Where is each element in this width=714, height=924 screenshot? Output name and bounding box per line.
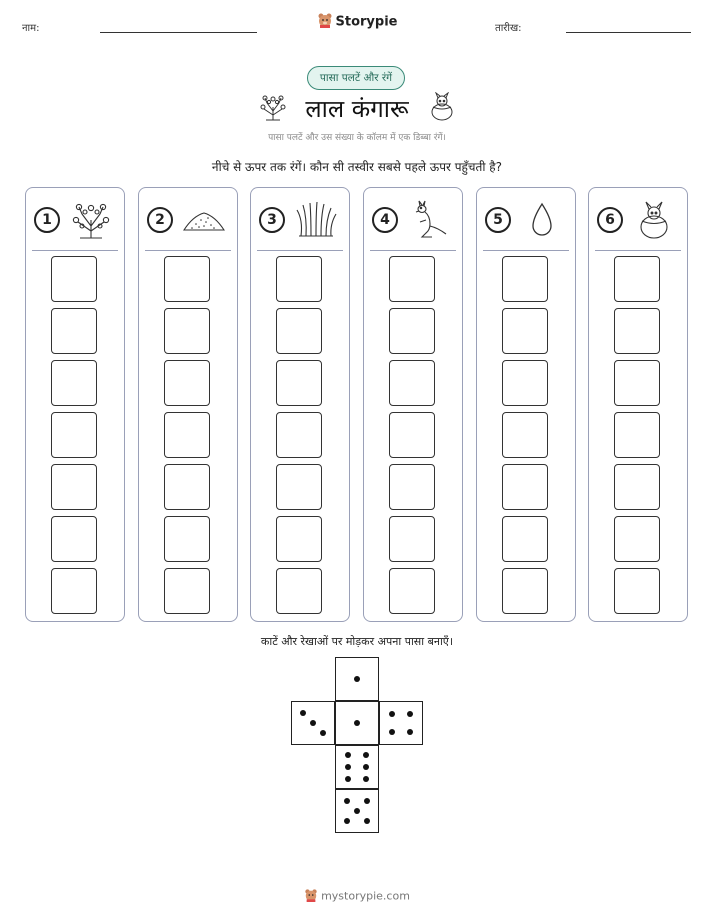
activity-pill: पासा पलटें और रंगें <box>307 66 405 90</box>
dice-pip <box>363 764 369 770</box>
column-4 <box>363 187 463 622</box>
color-box[interactable] <box>389 568 435 614</box>
dice-face <box>335 789 379 833</box>
column-6 <box>588 187 688 622</box>
dice-face <box>379 701 423 745</box>
name-label: नाम: <box>22 23 40 34</box>
color-box[interactable] <box>502 464 548 510</box>
dice-pip <box>300 710 306 716</box>
column-divider <box>145 250 231 251</box>
dice-pip <box>354 808 360 814</box>
dice-pip <box>363 776 369 782</box>
date-line[interactable] <box>566 32 691 33</box>
dice-pip <box>364 798 370 804</box>
color-box[interactable] <box>51 412 97 458</box>
color-box[interactable] <box>276 412 322 458</box>
color-box[interactable] <box>164 256 210 302</box>
dice-pip <box>344 818 350 824</box>
column-5 <box>476 187 576 622</box>
color-box[interactable] <box>164 308 210 354</box>
color-box[interactable] <box>614 412 660 458</box>
color-box[interactable] <box>502 412 548 458</box>
dice-pip <box>344 798 350 804</box>
column-number: 1 <box>34 207 60 233</box>
kangaroo-icon <box>406 200 452 240</box>
column-number: 5 <box>485 207 511 233</box>
storypie-bear-icon <box>304 888 318 905</box>
column-divider <box>370 250 456 251</box>
sand-pile-icon <box>181 200 227 240</box>
color-box[interactable] <box>389 412 435 458</box>
color-box[interactable] <box>276 568 322 614</box>
column-number: 2 <box>147 207 173 233</box>
color-box[interactable] <box>164 412 210 458</box>
color-box[interactable] <box>276 256 322 302</box>
color-box[interactable] <box>389 256 435 302</box>
column-number: 4 <box>372 207 398 233</box>
dice-face <box>291 701 335 745</box>
brand-logo <box>0 12 714 32</box>
color-box[interactable] <box>614 308 660 354</box>
cut-instruction: काटें और रेखाओं पर मोड़कर अपना पासा बनाएँ। <box>260 635 454 648</box>
color-box[interactable] <box>276 516 322 562</box>
color-box[interactable] <box>164 360 210 406</box>
pouch-joey-icon <box>428 92 456 122</box>
dice-pip <box>389 711 395 717</box>
color-box[interactable] <box>502 256 548 302</box>
color-box[interactable] <box>276 308 322 354</box>
date-label: तारीख: <box>495 23 522 34</box>
column-1 <box>25 187 125 622</box>
dice-face <box>335 745 379 789</box>
dice-pip <box>345 776 351 782</box>
color-box[interactable] <box>614 256 660 302</box>
bush-icon <box>68 200 114 240</box>
dice-face <box>335 657 379 701</box>
name-line[interactable] <box>100 32 257 33</box>
column-3 <box>250 187 350 622</box>
color-box[interactable] <box>51 516 97 562</box>
color-box[interactable] <box>502 360 548 406</box>
dice-pip <box>320 730 326 736</box>
column-divider <box>32 250 118 251</box>
dice-pip <box>310 720 316 726</box>
brand-name: Storypie <box>335 14 398 30</box>
dice-pip <box>364 818 370 824</box>
column-number: 3 <box>259 207 285 233</box>
color-box[interactable] <box>389 360 435 406</box>
color-box[interactable] <box>164 516 210 562</box>
column-divider <box>483 250 569 251</box>
color-box[interactable] <box>51 568 97 614</box>
column-2 <box>138 187 238 622</box>
color-box[interactable] <box>276 464 322 510</box>
color-box[interactable] <box>51 464 97 510</box>
color-box[interactable] <box>389 308 435 354</box>
color-box[interactable] <box>389 516 435 562</box>
dice-face <box>335 701 379 745</box>
footer <box>0 888 714 905</box>
dice-pip <box>354 720 360 726</box>
grass-icon <box>293 200 339 240</box>
question-text: नीचे से ऊपर तक रंगें। कौन सी तस्वीर सबसे पहले ऊपर पहुँचती है? <box>211 160 503 174</box>
color-box[interactable] <box>389 464 435 510</box>
color-box[interactable] <box>51 256 97 302</box>
color-box[interactable] <box>51 308 97 354</box>
water-drop-icon <box>519 200 565 240</box>
color-box[interactable] <box>164 464 210 510</box>
color-box[interactable] <box>614 360 660 406</box>
color-box[interactable] <box>51 360 97 406</box>
pouch-joey-icon <box>631 200 677 240</box>
page-title: लाल कंगारू <box>305 95 409 123</box>
dice-pip <box>354 676 360 682</box>
dice-pip <box>389 729 395 735</box>
dice-pip <box>345 752 351 758</box>
column-divider <box>595 250 681 251</box>
subtitle: पासा पलटें और उस संख्या के कॉलम में एक डिब्बा रंगें। <box>268 133 446 143</box>
dice-pip <box>407 729 413 735</box>
color-box[interactable] <box>614 568 660 614</box>
color-box[interactable] <box>502 308 548 354</box>
dice-pip <box>363 752 369 758</box>
color-box[interactable] <box>164 568 210 614</box>
color-box[interactable] <box>276 360 322 406</box>
color-box[interactable] <box>614 464 660 510</box>
column-divider <box>257 250 343 251</box>
dice-pip <box>407 711 413 717</box>
footer-url[interactable]: mystorypie.com <box>321 889 410 903</box>
storypie-bear-icon <box>317 12 333 32</box>
color-box[interactable] <box>502 516 548 562</box>
dice-pip <box>345 764 351 770</box>
column-number: 6 <box>597 207 623 233</box>
color-box[interactable] <box>502 568 548 614</box>
color-box[interactable] <box>614 516 660 562</box>
